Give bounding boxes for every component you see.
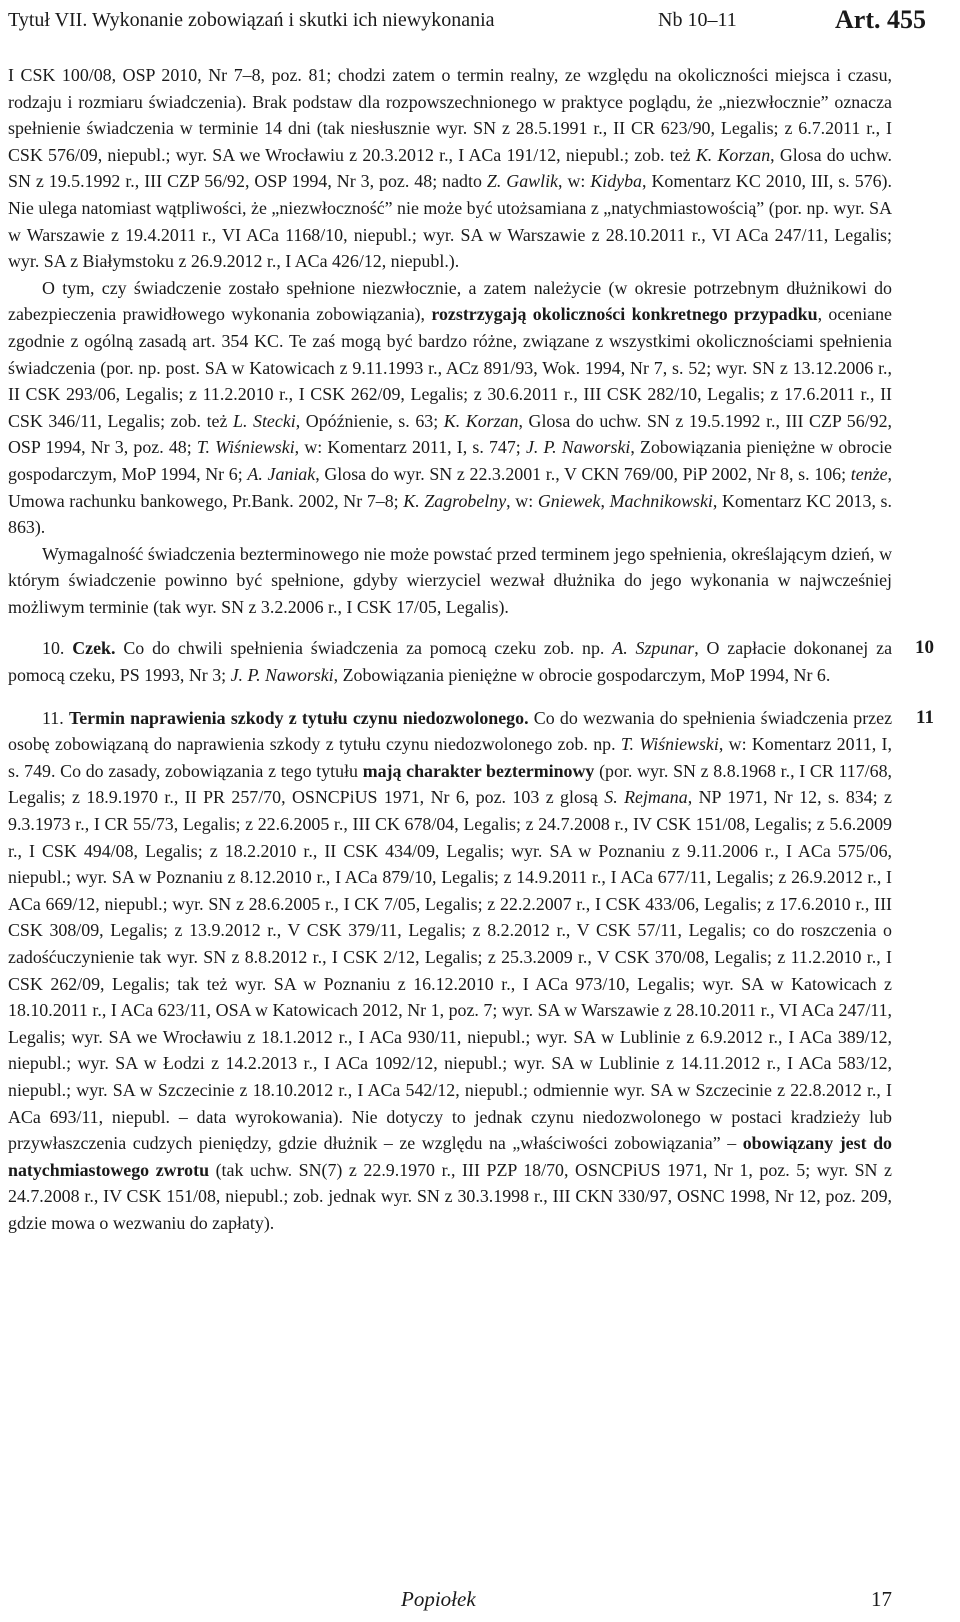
author-name: J. P. Naworski [230,665,334,686]
author-name: Gniewek [537,490,601,511]
margin-number-range: Nb 10–11 [658,9,737,31]
author-name: Kidyba [590,171,642,192]
section-10 [8,635,934,688]
text-run: , w: [506,490,538,511]
commentary-body [8,62,934,1237]
author-name: K. Korzan [443,410,519,431]
text-run: (tak uchw. SN(7) z 22.9.1970 r., III PZP 18/70, OSNCPiUS 1971, Nr 1, poz. 5; wyr. SN z 24.7.2008 r., IV CSK 151/08, niepubl.; zob. jednak wyr. SN z 30.3.1998 r., III CKN 330/97, OSNC 1998, Nr 12, poz. 209, gdzie mowa o wezwaniu do zapłaty). [8,1159,892,1233]
text-run: , Opóźnienie, s. 63; [295,410,444,431]
section-number: 11. [42,707,69,728]
text-run: , NP 1971, Nr 12, s. 834; z 9.3.1973 r., I CR 55/73, Legalis; z 22.6.2005 r., III CK 678/04, Legalis; z 24.7.2008 r., IV CSK 151/08, Legalis; z 5.6.2009 r., I CSK 494/08, Legalis; z 18.2.2010 r., II CSK 434/09, Legalis; wyr. SA w Poznaniu z 9.11.2006 r., I ACa 575/06, niepubl.; wyr. SA w Poznaniu z 8.12.2010 r., I ACa 879/10, Legalis; z 14.9.2011 r., I ACa 677/11, Legalis; z 26.9.2012 r., I ACa 669/12, niepubl.; wyr. SN z 28.6.2005 r., I CK 7/05, Legalis; z 22.2.2007 r., I CSK 433/06, Legalis; z 17.6.2010 r., III CSK 308/09, Legalis; z 13.9.2012 r., V CSK 379/11, Legalis; z 8.2.2012 r., V CSK 57/11, Legalis; co do roszczenia o zadośćuczynienie tak wyr. SN z 8.8.2012 r., I CSK 2/12, Legalis; z 25.3.2009 r., V CSK 370/08, Legalis; z 11.2.2010 r., I CSK 262/09, Legalis; tak też wyr. SA w Poznaniu z 16.12.2010 r., I ACa 973/10, Legalis; wyr. SA w Katowicach z 18.10.2011 r., I ACa 623/11, OSA w Katowicach 2012, Nr 1, poz. 7; wyr. SA w Warszawie z 28.10.2011 r., VI ACa 247/11, Legalis; wyr. SA we Wrocławiu z 18.1.2012 r., I ACa 930/11, niepubl.; wyr. SA w Lublinie z 6.9.2012 r., I ACa 389/12, niepubl.; wyr. SA w Łodzi z 14.2.2013 r., I ACa 1092/12, niepubl.; wyr. SA w Lublinie z 14.11.2012 r., I ACa 583/12, niepubl.; wyr. SA w Szczecinie z 18.10.2012 r., I ACa 542/12, niepubl.; odmiennie wyr. SA w Szczecinie z 22.8.2012 r., I ACa 693/11, niepubl. – data wyrokowania). Nie dotyczy to jednak czynu niedozwolonego w postaci kradzieży lub przywłaszczenia cudzych pieniędzy, gdzie dłużnik – ze względu na „właściwości zobowiązania” – [8,787,892,1154]
text-run: I CSK 100/08, OSP 2010, Nr 7–8, poz. 81; chodzi zatem o termin realny, ze względu na okoliczności miejsca i czasu, rodzaju i rozmiaru świadczenia). Brak podstaw dla rozpowszechnionego w praktyce poglądu, że „niezwłocznie” oznacza spełnienie świadczenia w terminie 14 dni (tak niesłusznie wyr. SN z 28.5.1991 r., II CR 623/90, Legalis; z 6.7.2011 r., I CSK 576/09, niepubl.; wyr. SA we Wrocławiu z 20.3.2012 r., I ACa 191/12, niepubl.; zob. też [8,65,892,165]
author-name: S. Rejmana [604,787,688,808]
margin-number: 10 [915,637,934,659]
emphasis: rozstrzygają okoliczności konkretnego przypadku [431,304,818,325]
author-name: K. Korzan [695,144,771,165]
article-number: Art. 455 [835,5,926,34]
text-run: O tym, czy świadczenie zostało spełnione niezwłocznie, a zatem należycie (w okresie potrzebnym dłużnikowi do zabezpieczenia prawidłowego wykonania zobowiązania), [8,277,892,325]
chapter-title: Tytuł VII. Wykonanie zobowiązań i skutki ich niewykonania [8,9,495,31]
section-11 [8,705,934,1237]
paragraph [8,275,892,541]
text-run: , [600,490,610,511]
text-run: , w: Komentarz 2011, I, s. 747; [294,437,526,458]
text-run: , Glosa do uchw. SN z 19.5.1992 r., III CZP 56/92, OSP 1994, Nr 3, poz. 48; nadto [8,144,892,192]
text-run: , w: [557,171,591,192]
author-name: L. Stecki [233,410,296,431]
section-heading: Czek. [72,638,116,659]
text-run: , Zobowiązania pieniężne w obrocie gospodarczym, MoP 1994, Nr 6. [333,665,831,686]
emphasis: mają charakter bezterminowy [362,760,595,781]
text-run: , w: Komentarz 2011, I, s. 749. Co do zasady, zobowiązania z tego tytułu [8,734,892,781]
author-name: J. P. Naworski [525,437,631,458]
author-name: T. Wiśniewski [196,437,295,458]
text-run: , Komentarz KC 2013, s. 863). [8,490,892,538]
text-run: , Komentarz KC 2010, III, s. 576). Nie ulega natomiast wątpliwości, że „niezwłoczność” nie może być utożsamiana z „natychmiastowością” (por. np. wyr. SA w Warszawie z 19.4.2011 r., VI ACa 1168/10, niepubl.; wyr. SA w Warszawie z 28.10.2011 r., VI ACa 247/11, Legalis; wyr. SA z Białymstoku z 26.9.2012 r., I ACa 426/12, niepubl.). [8,171,892,272]
author-name: K. Zagrobelny [403,490,507,511]
text-run: Co do wezwania do spełnienia świadczenia przez osobę zobowiązaną do naprawienia szkody z tytułu czynu niedozwolonego zob. np. [8,707,893,755]
running-header [8,4,926,36]
section-number: 10. [42,638,73,659]
text-run: , Umowa rachunku bankowego, Pr.Bank. 2002, Nr 7–8; [8,463,893,511]
page-footer [8,1585,892,1613]
text-run: , Glosa do uchw. SN z 19.5.1992 r., III CZP 56/92, OSP 1994, Nr 3, poz. 48; [8,410,892,458]
paragraph-continued [8,62,892,275]
author-name: Machnikowski [609,490,713,511]
author-name: T. Wiśniewski [620,734,719,755]
paragraph: Wymagalność świadczenia bezterminowego nie może powstać przed terminem jego spełnienia, określającym dzień, w którym świadczenie powinno być spełnione, gdyby wierzyciel wezwał dłużnika do jego wykonania w najwcześniej możliwym terminie (tak wyr. SN z 3.2.2006 r., I CSK 17/05, Legalis). [8,543,892,617]
margin-number: 11 [916,706,934,728]
text-run: , O zapłacie dokonanej za pomocą czeku, PS 1993, Nr 3; [8,638,893,686]
author-name: A. Janiak [247,463,316,484]
author-name: A. Szpunar [612,638,695,659]
text-run: , Zobowiązania pieniężne w obrocie gospodarczym, MoP 1994, Nr 6; [8,437,892,484]
page-number: 17 [871,1587,892,1611]
footer-author: Popiołek [401,1587,476,1611]
text-run: , Glosa do wyr. SN z 22.3.2001 r., V CKN 769/00, PiP 2002, Nr 8, s. 106; [315,463,851,484]
author-name: tenże [850,463,888,484]
author-name: Z. Gawlik [486,171,558,192]
text-run: Co do chwili spełnienia świadczenia za pomocą czeku zob. np. [115,638,613,659]
section-heading: Termin naprawienia szkody z tytułu czynu niedozwolonego. [68,707,529,728]
text-run: (por. wyr. SN z 8.8.1968 r., I CR 117/68, Legalis; z 18.9.1970 r., II PR 257/70, OSNCPiUS 1971, Nr 6, poz. 103 z glosą [8,760,892,808]
emphasis: obowiązany jest do natychmiastowego zwrotu [8,1133,892,1180]
text-run: , oceniane zgodnie z ogólną zasadą art. 354 KC. Te zaś mogą być bardzo różne, związane z wszystkimi okolicznościami spełnienia świadczenia (por. np. post. SA w Katowicach z 9.11.1993 r., ACz 891/93, Wok. 1994, Nr 7, s. 52; wyr. SN z 13.12.2006 r., II CSK 293/06, Legalis; z 11.2.2010 r., I CSK 262/09, Legalis; z 30.6.2011 r., III CSK 282/10, Legalis; z 17.6.2011 r., II CSK 346/11, Legalis; zob. też [8,304,892,431]
